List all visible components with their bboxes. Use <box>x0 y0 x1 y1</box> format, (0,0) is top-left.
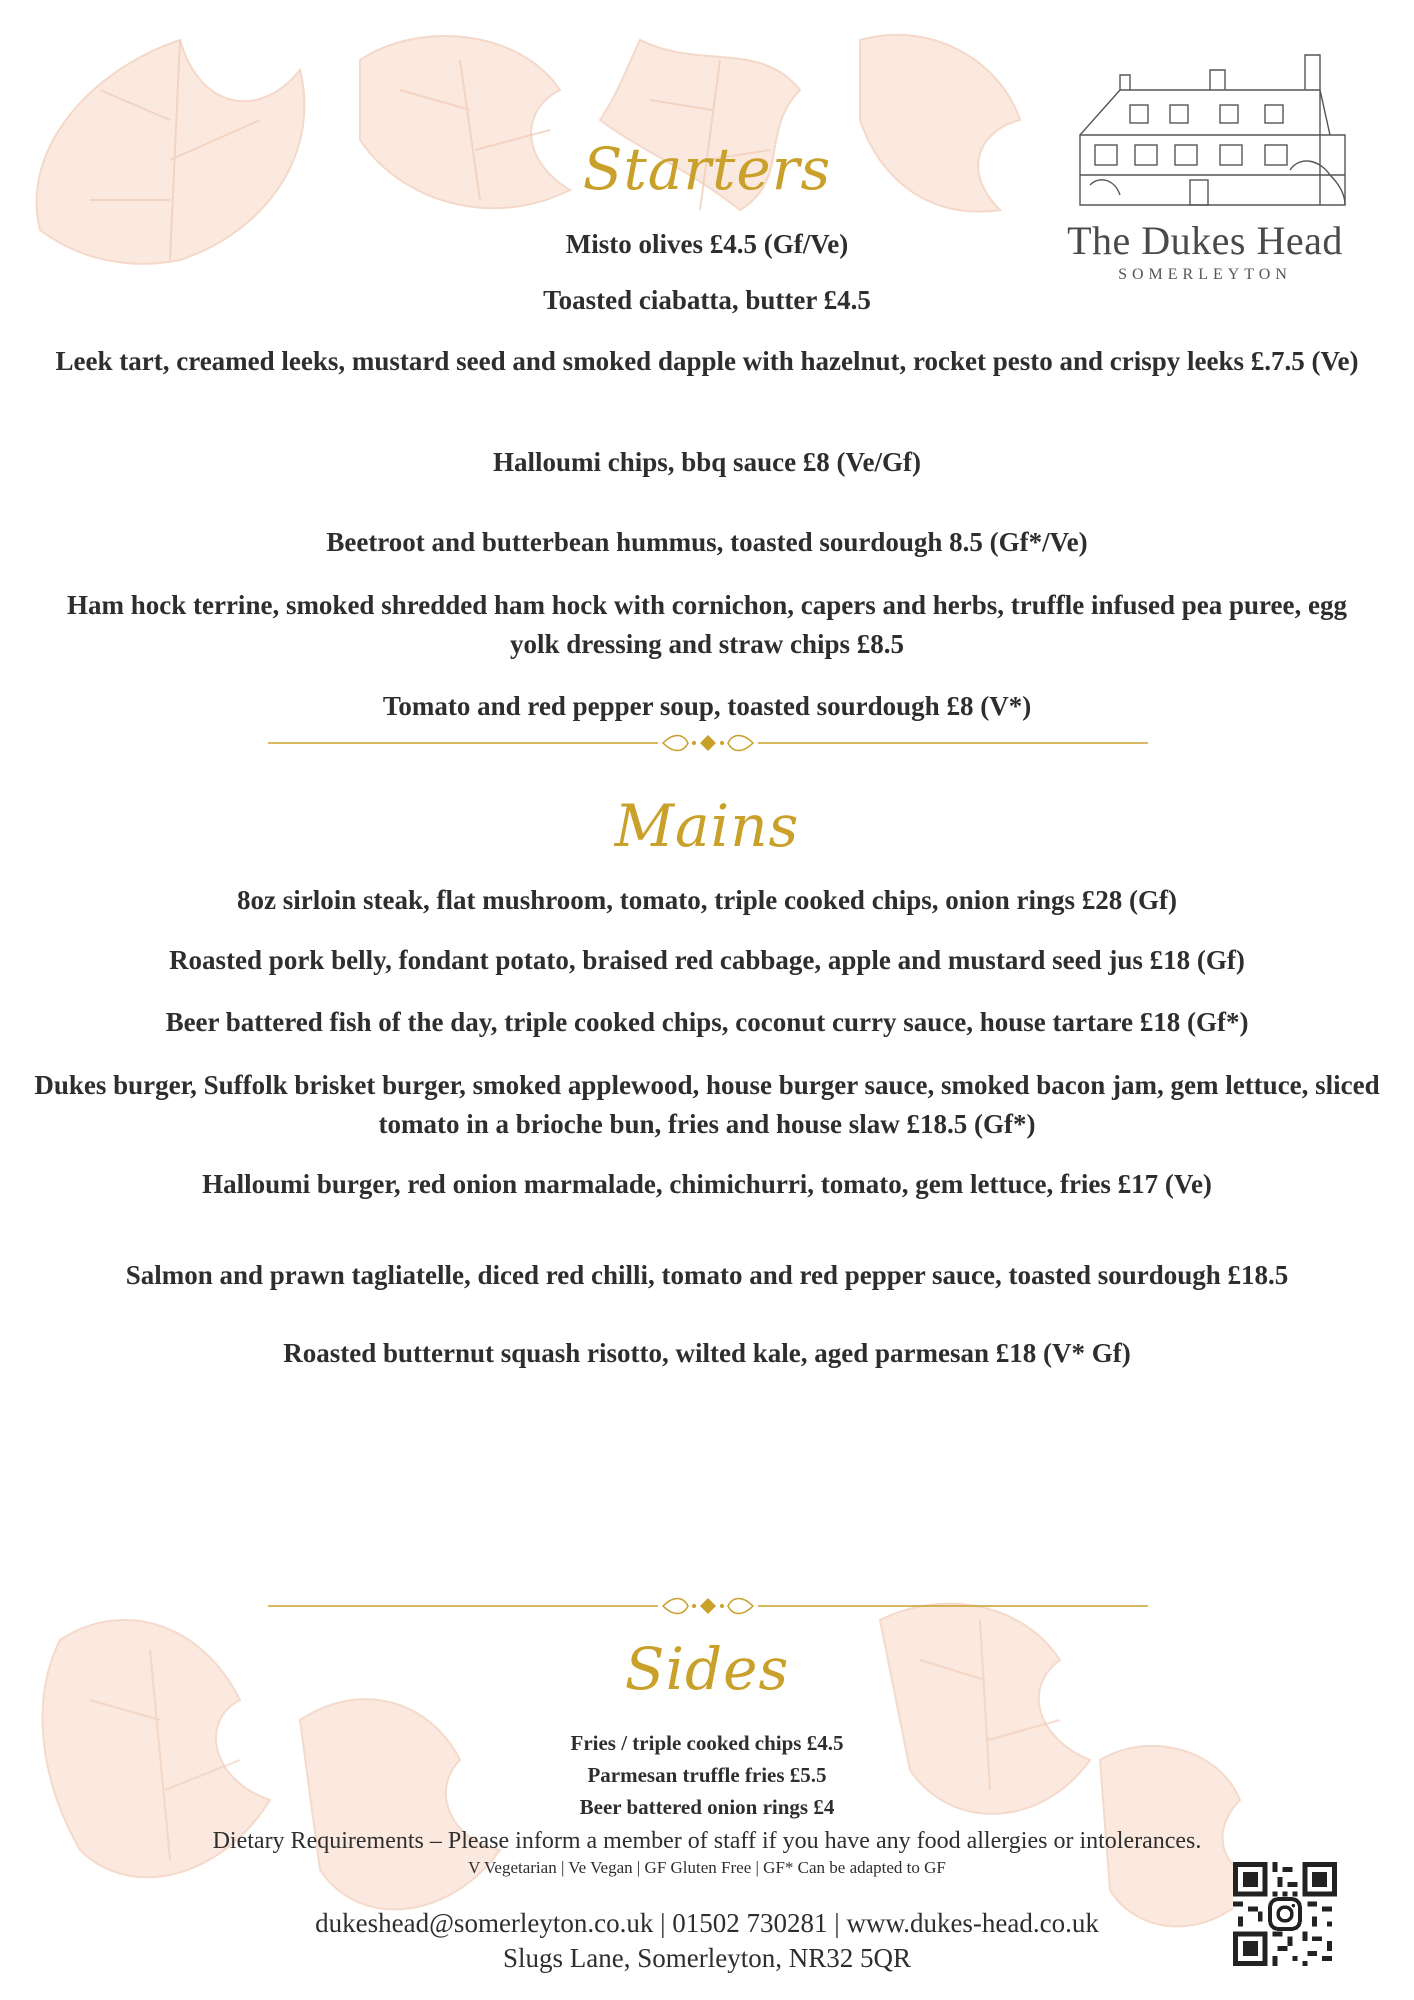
ornamental-divider <box>268 731 1148 755</box>
ornamental-divider <box>268 1594 1148 1618</box>
dietary-key: V Vegetarian | Ve Vegan | GF Gluten Free | GF* Can be adapted to GF <box>468 1858 946 1877</box>
contact-line[interactable]: dukeshead@somerleyton.co.uk | 01502 730281 | www.dukes-head.co.uk <box>315 1908 1099 1938</box>
menu-item: Beetroot and butterbean hummus, toasted sourdough 8.5 (Gf*/Ve) <box>326 527 1088 557</box>
brand-location: SOMERLEYTON <box>1118 266 1292 283</box>
menu-item: 8oz sirloin steak, flat mushroom, tomato, triple cooked chips, onion rings £28 (Gf) <box>237 885 1177 915</box>
menu-item: Roasted pork belly, fondant potato, braised red cabbage, apple and mustard seed jus £18 (Gf) <box>169 945 1245 975</box>
menu-item: Ham hock terrine, smoked shredded ham hock with cornichon, capers and herbs, truffle infused pea puree, egg yolk dressing and straw chips £8.5 <box>66 590 1348 659</box>
menu-item: Dukes burger, Suffolk brisket burger, smoked applewood, house burger sauce, smoked bacon jam, gem lettuce, sliced tomato in a brioche bun, fries and house slaw £18.5 (Gf*) <box>34 1070 1380 1139</box>
side-item: Beer battered onion rings £4 <box>579 1795 835 1819</box>
starters-heading: Starters <box>582 135 832 203</box>
menu-item: Halloumi chips, bbq sauce £8 (Ve/Gf) <box>492 447 922 477</box>
menu-item: Beer battered fish of the day, triple cooked chips, coconut curry sauce, house tartare £18 (Gf*) <box>165 1007 1249 1037</box>
menu-item: Salmon and prawn tagliatelle, diced red chilli, tomato and red pepper sauce, toasted sourdough £18.5 <box>125 1260 1289 1290</box>
brand-name: The Dukes Head <box>1067 218 1343 263</box>
menu-item: Roasted butternut squash risotto, wilted kale, aged parmesan £18 (V* Gf) <box>283 1338 1131 1368</box>
menu-item: Halloumi burger, red onion marmalade, chimichurri, tomato, gem lettuce, fries £17 (Ve) <box>202 1169 1212 1199</box>
menu-item: Tomato and red pepper soup, toasted sourdough £8 (V*) <box>382 691 1032 721</box>
menu-item: Toasted ciabatta, butter £4.5 <box>543 285 871 315</box>
qr-code-icon[interactable] <box>1233 1862 1337 1966</box>
dietary-notice: Dietary Requirements – Please inform a member of staff if you have any food allergies or intolerances. <box>212 1828 1202 1854</box>
side-item: Parmesan truffle fries £5.5 <box>587 1763 827 1787</box>
mains-heading: Mains <box>614 792 800 860</box>
sides-heading: Sides <box>624 1635 790 1703</box>
side-item: Fries / triple cooked chips £4.5 <box>570 1731 844 1755</box>
menu-item: Leek tart, creamed leeks, mustard seed and smoked dapple with hazelnut, rocket pesto and crispy leeks £.7.5 (Ve) <box>55 346 1359 376</box>
menu-item: Misto olives £4.5 (Gf/Ve) <box>565 229 849 259</box>
address-line: Slugs Lane, Somerleyton, NR32 5QR <box>503 1943 911 1973</box>
